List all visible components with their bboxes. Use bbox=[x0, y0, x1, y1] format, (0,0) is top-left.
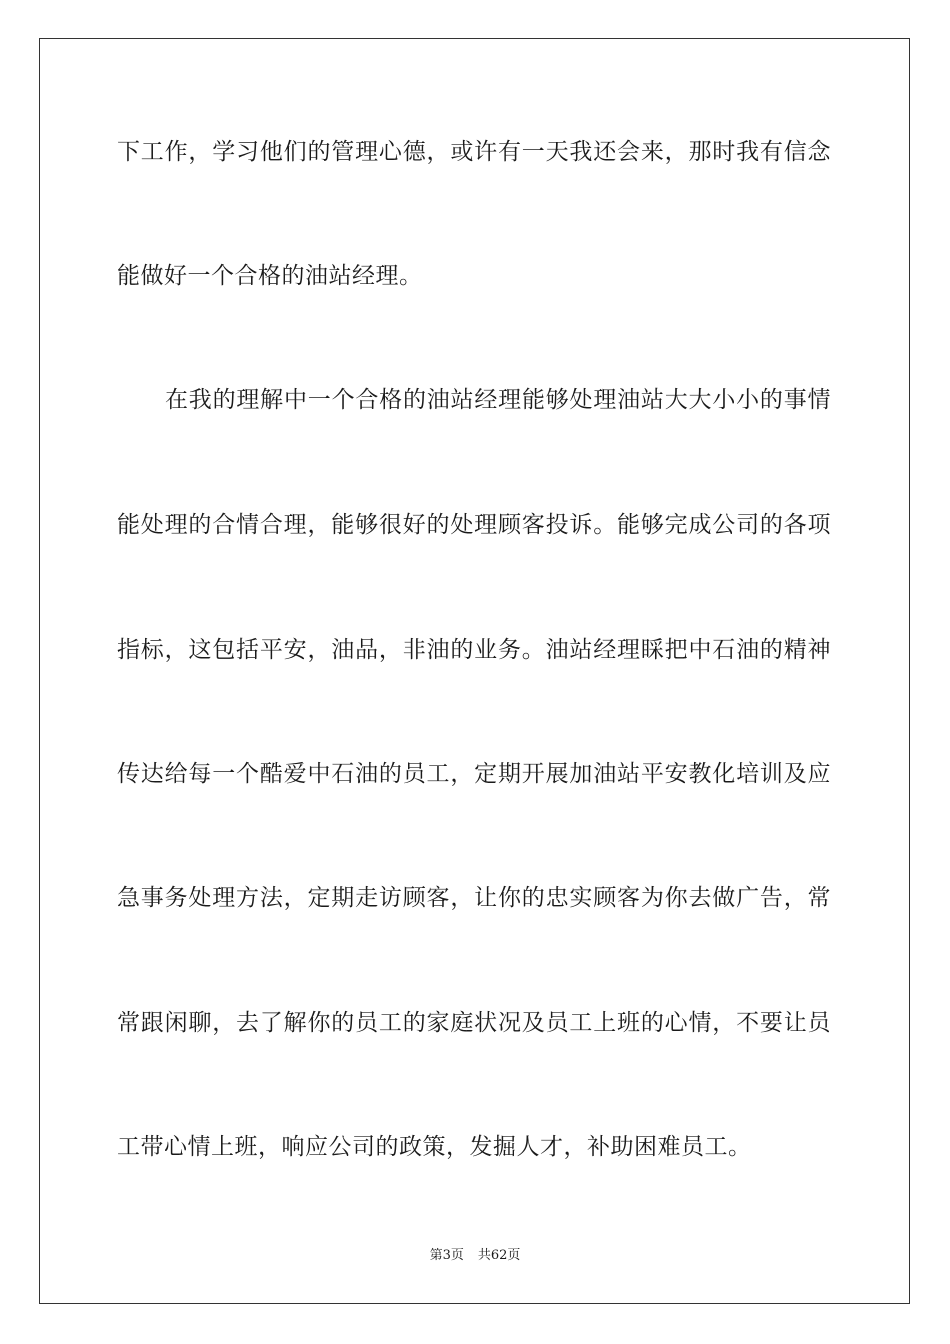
text-line-1: 下工作，学习他们的管理心德，或许有一天我还会来，那时我有信念 bbox=[117, 139, 831, 165]
text-line-7: 急事务处理方法，定期走访顾客，让你的忠实顾客为你去做广告，常 bbox=[117, 885, 831, 911]
text-line-2: 能做好一个合格的油站经理。 bbox=[117, 263, 423, 289]
text-line-8: 常跟闲聊，去了解你的员工的家庭状况及员工上班的心情，不要让员 bbox=[117, 1010, 831, 1036]
page-total: 共62页 bbox=[477, 1248, 521, 1263]
text-line-4: 能处理的合情合理，能够很好的处理顾客投诉。能够完成公司的各项 bbox=[117, 512, 831, 538]
text-line-5: 指标，这包括平安，油品，非油的业务。油站经理睬把中石油的精神 bbox=[117, 637, 831, 663]
text-line-6: 传达给每一个酷爱中石油的员工，定期开展加油站平安教化培训及应 bbox=[117, 761, 831, 787]
page-number: 第3页 bbox=[429, 1248, 464, 1263]
text-line-3: 在我的理解中一个合格的油站经理能够处理油站大大小小的事情 bbox=[165, 387, 831, 413]
text-line-9: 工带心情上班，响应公司的政策，发掘人才，补助困难员工。 bbox=[117, 1134, 752, 1160]
page-frame bbox=[39, 38, 910, 1304]
page-footer bbox=[0, 1248, 950, 1264]
